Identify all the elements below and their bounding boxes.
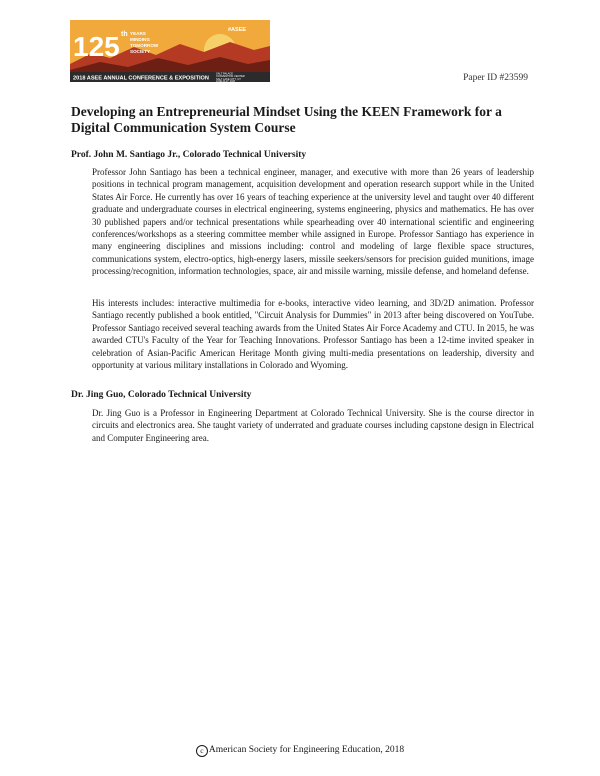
paper-title: Developing an Entrepreneurial Mindset Using the KEEN Framework for a Digital Communication System Course [71,104,502,135]
banner-sponsor: #ASEE [228,27,247,33]
banner-location-line: JUNE 24-27, 2018 [216,81,235,82]
banner-years-line: YEARS [130,31,146,36]
banner-conference-bar: 2018 ASEE ANNUAL CONFERENCE & EXPOSITION [73,75,209,82]
author-bio-paragraph: Dr. Jing Guo is a Professor in Engineering Department at Colorado Technical University. She is the course director in circuits and electronics area. She taught variety of underrated and graduate courses including capstone design in Electrical and Computer Engineering area. [92,408,534,443]
author-heading: Prof. John M. Santiago Jr., Colorado Technical University [71,150,307,160]
copyright-icon: c [196,745,208,757]
banner-number: 125 [73,31,120,62]
copyright-footer [0,745,600,757]
banner-years-line: MINDING [130,37,150,42]
banner-years-line: SOCIETY [130,49,151,54]
banner-superscript: th [121,31,128,38]
banner-years-line: TOMORROW [130,43,159,48]
copyright-text: American Society for Engineering Education, 2018 [208,745,405,755]
banner-location-line: CONVENTION CENTER [216,75,245,79]
author-bio-paragraph: His interests includes: interactive multimedia for e-books, interactive video learning, and 3D/2D animation. Professor Santiago recently published a book entitled, "Circuit Analysis for Dummies" in 2013 after being discovered on YouTube. Professor Santiago received several teaching awards from the United States Air Force Academy and CTU. In 2015, he was awarded CTU's Faculty of the Year for Teaching Innovations. Professor Santiago has been a 12-time invited speaker in celebration of Asian-Pacific American Heritage Month giving multi-media presentations on leadership, diversity and opportunity at various military installations in Colorado and Wyoming. [92,298,534,371]
conference-logo [70,20,270,82]
author-heading: Dr. Jing Guo, Colorado Technical University [71,390,252,400]
paper-id: Paper ID #23599 [463,73,528,83]
banner-location-line: SALT PALACE [216,72,234,76]
conference-banner [70,20,270,82]
banner-location-line: SALT LAKE CITY, UT [216,77,241,81]
author-bio-paragraph: Professor John Santiago has been a technical engineer, manager, and executive with more than 26 years of leadership positions in technical program management, acquisition development and operation research support while in the United States Air Force. He currently has over 16 years of teaching experience at the university level and taught over 40 different graduate and undergraduate courses in electrical engineering, systems engineering, physics and mathematics. He has over 30 published papers and/or technical presentations while spearheading over 40 international scientific and engineering conferences/workshops as a steering committee member while assigned in Europe. Professor Santiago has experience in many engineering disciplines and missions including: control and modeling of large flexible space structures, communications system, electro-optics, high-energy lasers, missile seekers/sensors for precision guided munitions, image processing/recognition, information technologies, space, air and missile warning, missile defense, and homeland defense. [92,167,534,277]
